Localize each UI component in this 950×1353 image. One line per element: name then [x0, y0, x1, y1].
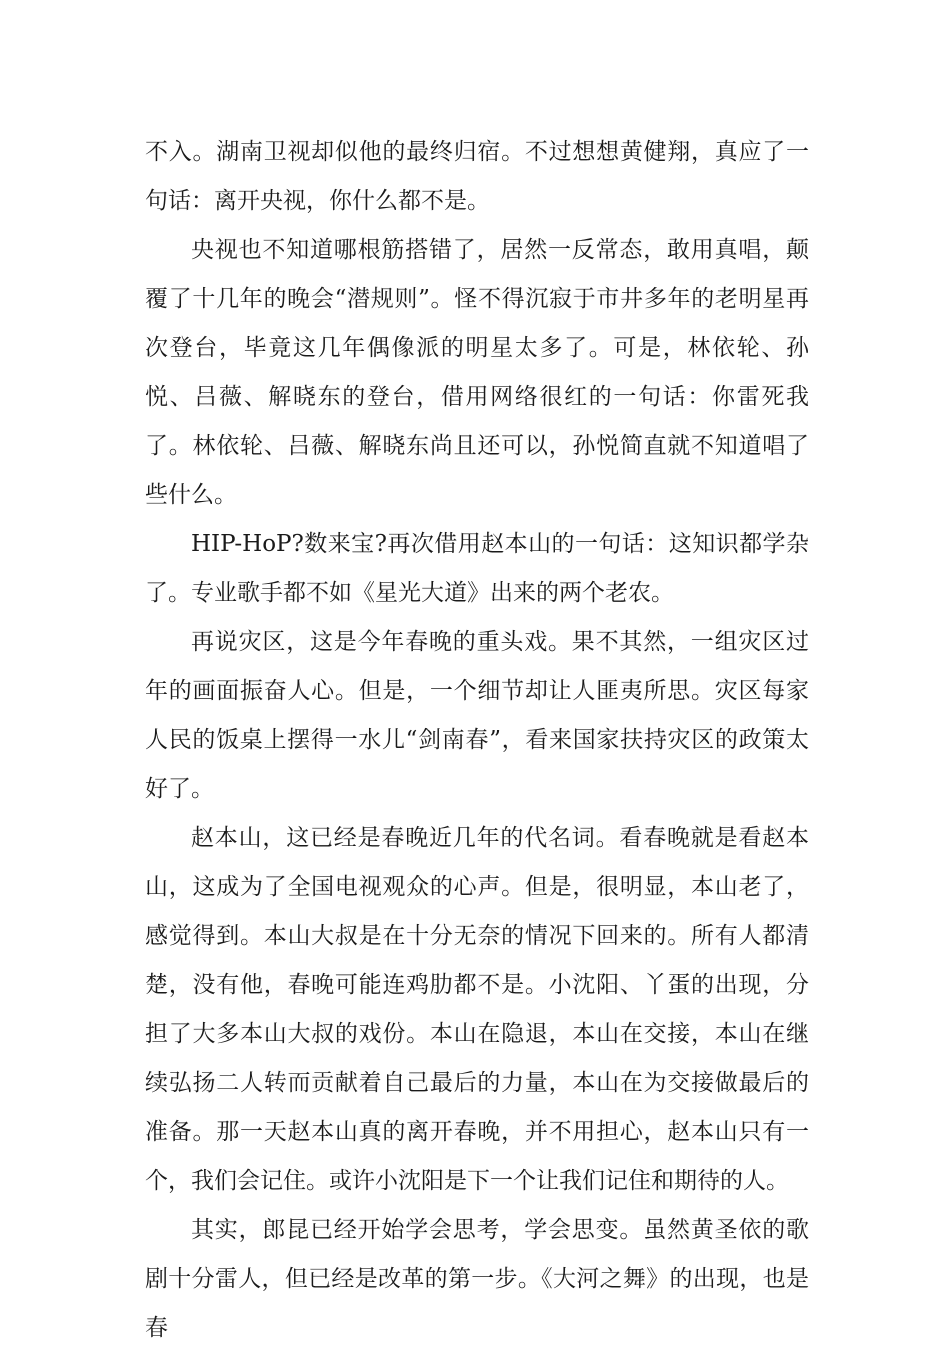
paragraph: HIP-HoP?数来宝?再次借用赵本山的一句话：这知识都学杂了。专业歌手都不如《星光大道》出来的两个老农。 [145, 531, 809, 606]
paragraph: 再说灾区，这是今年春晚的重头戏。果不其然，一组灾区过年的画面振奋人心。但是，一个细节却让人匪夷所思。灾区每家人民的饭桌上摆得一水儿“剑南春”，看来国家扶持灾区的政策太好了。 [145, 629, 809, 802]
paragraph: 赵本山，这已经是春晚近几年的代名词。看春晚就是看赵本山，这成为了全国电视观众的心声。但是，很明显，本山老了，感觉得到。本山大叔是在十分无奈的情况下回来的。所有人都清楚，没有他，春晚可能连鸡肋都不是。小沈阳、丫蛋的出现，分担了大多本山大叔的戏份。本山在隐退，本山在交接，本山在继续弘扬二人转而贡献着自己最后的力量，本山在为交接做最后的准备。那一天赵本山真的离开春晚，并不用担心，赵本山只有一个，我们会记住。或许小沈阳是下一个让我们记住和期待的人。 [145, 825, 809, 1194]
body-text [145, 128, 809, 1353]
paragraph: 其实，郎昆已经开始学会思考，学会思变。虽然黄圣依的歌剧十分雷人，但已经是改革的第一步。《大河之舞》的出现，也是春 [145, 1217, 809, 1341]
paragraph-continued: 不入。湖南卫视却似他的最终归宿。不过想想黄健翔，真应了一句话：离开央视，你什么都不是。 [145, 139, 809, 214]
paragraph: 央视也不知道哪根筋搭错了，居然一反常态，敢用真唱，颠覆了十几年的晚会“潜规则”。怪不得沉寂于市井多年的老明星再次登台，毕竟这几年偶像派的明星太多了。可是，林依轮、孙悦、吕薇、解晓东的登台，借用网络很红的一句话：你雷死我了。林依轮、吕薇、解晓东尚且还可以，孙悦简直就不知道唱了些什么。 [145, 237, 809, 508]
